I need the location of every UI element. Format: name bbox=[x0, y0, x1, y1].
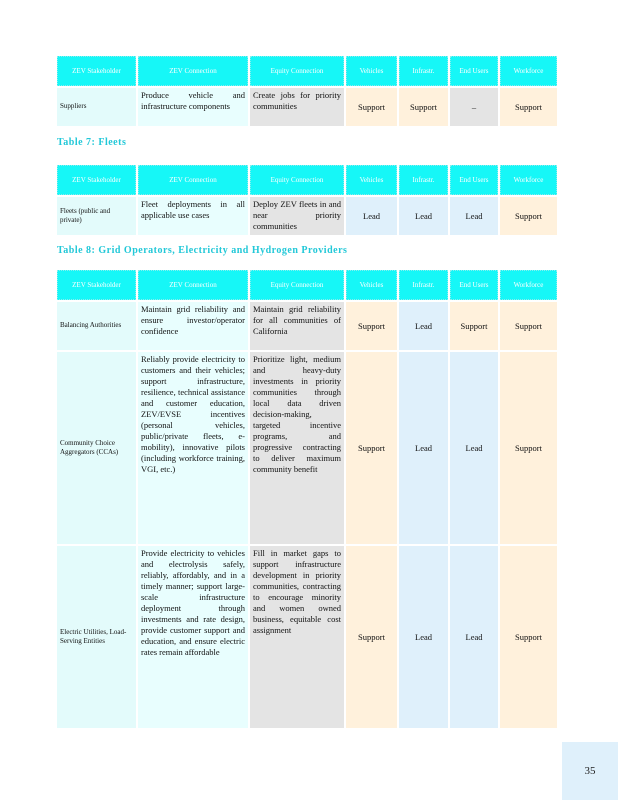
zev-connection-cell: Produce vehicle and infrastructure components bbox=[138, 88, 248, 126]
table-row bbox=[57, 352, 557, 544]
equity-connection-cell: Deploy ZEV fleets in and near priority communities bbox=[250, 197, 344, 235]
suppliers-table bbox=[55, 54, 559, 128]
col-header-workforce: Workforce bbox=[500, 270, 557, 300]
end-users-role-cell: – bbox=[450, 88, 498, 126]
table-row bbox=[57, 88, 557, 126]
workforce-role-cell: Support bbox=[500, 197, 557, 235]
col-header-equity-connection: Equity Connection bbox=[250, 56, 344, 86]
end-users-role-cell: Support bbox=[450, 302, 498, 350]
col-header-end-users: End Users bbox=[450, 56, 498, 86]
zev-connection-cell: Maintain grid reliability and ensure investor/operator confidence bbox=[138, 302, 248, 350]
col-header-vehicles: Vehicles bbox=[346, 56, 397, 86]
zev-connection-cell: Provide electricity to vehicles and electrolysis safely, reliably, affordably, and in a timely manner; support large-scale infrastructure deployment through investments and rate design, provide customer support and education, and ensure electric rates remain affordable bbox=[138, 546, 248, 728]
col-header-end-users: End Users bbox=[450, 270, 498, 300]
vehicles-role-cell: Support bbox=[346, 546, 397, 728]
table-header-row bbox=[57, 270, 557, 300]
vehicles-role-cell: Support bbox=[346, 302, 397, 350]
col-header-zev-connection: ZEV Connection bbox=[138, 165, 248, 195]
col-header-stakeholder: ZEV Stakeholder bbox=[57, 165, 136, 195]
table-header-row bbox=[57, 56, 557, 86]
col-header-stakeholder: ZEV Stakeholder bbox=[57, 270, 136, 300]
page-number: 35 bbox=[584, 765, 596, 777]
col-header-infrastructure: Infrastr. bbox=[399, 165, 448, 195]
equity-connection-cell: Fill in market gaps to support infrastructure development in priority communities, contracting to encourage minority and women owned business, equitable cost assignment bbox=[250, 546, 344, 728]
col-header-vehicles: Vehicles bbox=[346, 270, 397, 300]
vehicles-role-cell: Support bbox=[346, 352, 397, 544]
vehicles-role-cell: Lead bbox=[346, 197, 397, 235]
col-header-end-users: End Users bbox=[450, 165, 498, 195]
col-header-equity-connection: Equity Connection bbox=[250, 270, 344, 300]
end-users-role-cell: Lead bbox=[450, 546, 498, 728]
table-row bbox=[57, 197, 557, 235]
end-users-role-cell: Lead bbox=[450, 352, 498, 544]
workforce-role-cell: Support bbox=[500, 88, 557, 126]
infrastructure-role-cell: Support bbox=[399, 88, 448, 126]
col-header-workforce: Workforce bbox=[500, 165, 557, 195]
infrastructure-role-cell: Lead bbox=[399, 302, 448, 350]
infrastructure-role-cell: Lead bbox=[399, 352, 448, 544]
workforce-role-cell: Support bbox=[500, 352, 557, 544]
col-header-infrastructure: Infrastr. bbox=[399, 270, 448, 300]
infrastructure-role-cell: Lead bbox=[399, 546, 448, 728]
zev-connection-cell: Reliably provide electricity to customers and their vehicles; support infrastructure, resilience, technical assistance and customer education, ZEV/EVSE incentives (personal vehicles, public/private fleets, e-mobility), innovative pilots (including workforce training, VGI, etc.) bbox=[138, 352, 248, 544]
equity-connection-cell: Create jobs for priority communities bbox=[250, 88, 344, 126]
stakeholder-cell: Fleets (public and private) bbox=[57, 197, 136, 235]
zev-connection-cell: Fleet deployments in all applicable use cases bbox=[138, 197, 248, 235]
stakeholder-cell: Community Choice Aggregators (CCAs) bbox=[57, 352, 136, 544]
col-header-zev-connection: ZEV Connection bbox=[138, 56, 248, 86]
equity-connection-cell: Maintain grid reliability for all communities of California bbox=[250, 302, 344, 350]
workforce-role-cell: Support bbox=[500, 546, 557, 728]
fleets-table bbox=[55, 163, 559, 237]
page-number-box bbox=[562, 742, 618, 800]
table-header-row bbox=[57, 165, 557, 195]
stakeholder-cell: Electric Utilities, Load-Serving Entities bbox=[57, 546, 136, 728]
col-header-stakeholder: ZEV Stakeholder bbox=[57, 56, 136, 86]
vehicles-role-cell: Support bbox=[346, 88, 397, 126]
table-caption-fleets: Table 7: Fleets bbox=[57, 137, 127, 148]
end-users-role-cell: Lead bbox=[450, 197, 498, 235]
workforce-role-cell: Support bbox=[500, 302, 557, 350]
col-header-infrastructure: Infrastr. bbox=[399, 56, 448, 86]
table-row bbox=[57, 546, 557, 728]
col-header-zev-connection: ZEV Connection bbox=[138, 270, 248, 300]
grid-operators-table bbox=[55, 268, 559, 730]
col-header-equity-connection: Equity Connection bbox=[250, 165, 344, 195]
table-caption-grid-operators: Table 8: Grid Operators, Electricity and Hydrogen Providers bbox=[57, 245, 348, 256]
stakeholder-cell: Balancing Authorities bbox=[57, 302, 136, 350]
table-row bbox=[57, 302, 557, 350]
col-header-vehicles: Vehicles bbox=[346, 165, 397, 195]
stakeholder-cell: Suppliers bbox=[57, 88, 136, 126]
equity-connection-cell: Prioritize light, medium and heavy-duty investments in priority communities through local data driven decision-making, targeted incentive programs, and progressive contracting to deliver maximum community benefit bbox=[250, 352, 344, 544]
col-header-workforce: Workforce bbox=[500, 56, 557, 86]
infrastructure-role-cell: Lead bbox=[399, 197, 448, 235]
